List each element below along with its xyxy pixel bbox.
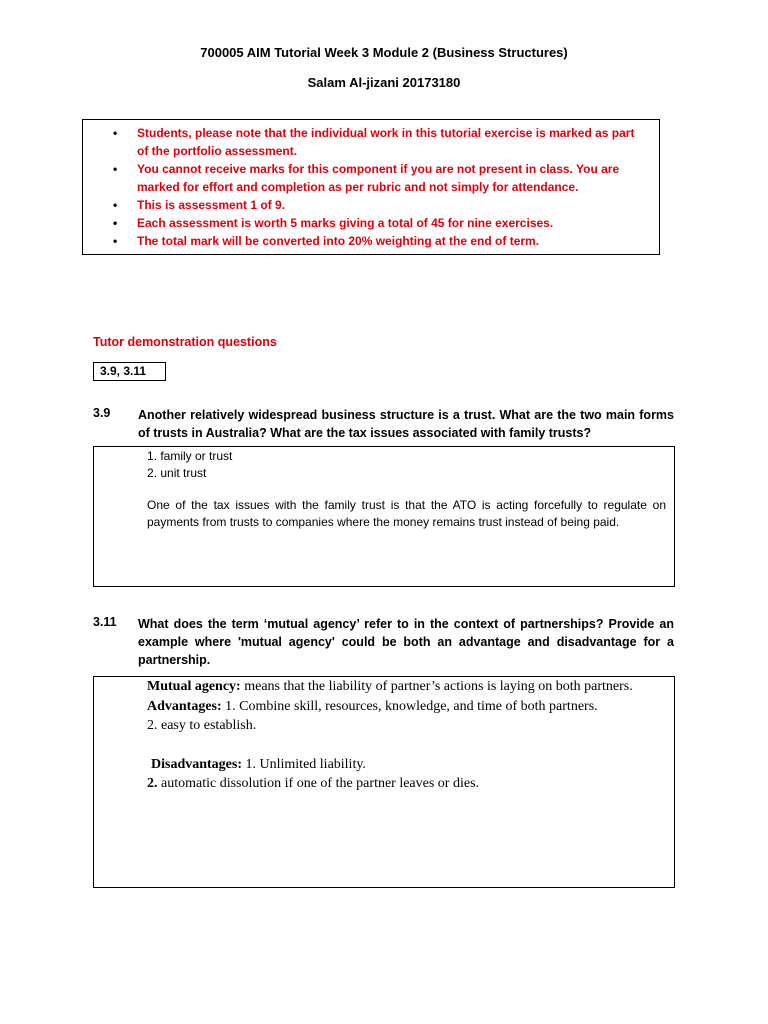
- answer-box-3-9: [93, 446, 675, 587]
- notice-item: [83, 214, 659, 232]
- answer-paragraph: One of the tax issues with the family trust is that the ATO is acting forcefully to regulate on payments from trusts to companies where the money remains trust instead of being paid.: [147, 498, 666, 529]
- bullet-icon: •: [113, 234, 118, 248]
- mutual-agency-definition: [147, 677, 666, 697]
- advantage-item-2: 2. easy to establish.: [147, 718, 257, 733]
- mutual-agency-label: Mutual agency:: [147, 679, 241, 694]
- bullet-icon: •: [113, 126, 118, 140]
- author-line: Salam Al-jizani 20173180: [307, 75, 461, 90]
- advantages-label: Advantages:: [147, 698, 222, 714]
- document-title: 700005 AIM Tutorial Week 3 Module 2 (Business Structures): [200, 45, 568, 60]
- answer-box-3-11: [93, 676, 675, 888]
- advantages-text: 1. Combine skill, resources, knowledge, and time of both partners.: [221, 698, 598, 714]
- notice-text: The total mark will be converted into 20% weighting at the end of term.: [137, 234, 540, 248]
- tutor-demo-heading: Tutor demonstration questions: [93, 335, 277, 349]
- notice-text: You cannot receive marks for this component if you are not present in class. You are marked for effort and completion as per rubric and not simply for attendance.: [137, 162, 620, 194]
- answer-line: 1. family or trust: [147, 449, 233, 463]
- question-text-3-11: What does the term ‘mutual agency’ refer to in the context of partnerships? Provide an example where 'mutual agency' could be both an advantage and disadvantage for a partnership.: [138, 617, 674, 667]
- notice-item: [83, 160, 659, 196]
- bullet-icon: •: [113, 198, 118, 212]
- bullet-icon: •: [113, 216, 118, 230]
- notice-item: [83, 196, 659, 214]
- mutual-agency-text: means that the liability of partner’s actions is laying on both partners.: [240, 679, 633, 694]
- disadvantage-item-2: [147, 774, 666, 794]
- notice-item: [83, 124, 659, 160]
- bullet-icon: •: [113, 162, 118, 176]
- spacer: [147, 736, 666, 755]
- advantages-line: [147, 697, 666, 717]
- question-number-3-9: 3.9: [93, 406, 111, 420]
- question-text-3-9: Another relatively widespread business structure is a trust. What are the two main forms of trusts in Australia? What are the tax issues associated with family trusts?: [138, 408, 674, 440]
- disadvantage-item-text: automatic dissolution if one of the partner leaves or dies.: [157, 776, 480, 791]
- disadvantages-label: Disadvantages:: [151, 756, 243, 772]
- notice-list: [83, 120, 659, 250]
- notice-item: [83, 232, 659, 250]
- notice-text: Students, please note that the individual work in this tutorial exercise is marked as part of the portfolio assessment.: [137, 126, 635, 158]
- disadvantage-item-number: 2.: [147, 776, 158, 791]
- disadvantages-line: [147, 755, 666, 775]
- disadvantages-text: 1. Unlimited liability.: [242, 756, 366, 772]
- answer-line: 2. unit trust: [147, 465, 207, 480]
- notice-text: This is assessment 1 of 9.: [137, 198, 286, 212]
- question-number-3-11: 3.11: [93, 615, 117, 629]
- notice-text: Each assessment is worth 5 marks giving a total of 45 for nine exercises.: [137, 216, 554, 230]
- notice-box: [82, 119, 660, 255]
- question-refs-box: 3.9, 3.11: [93, 362, 166, 381]
